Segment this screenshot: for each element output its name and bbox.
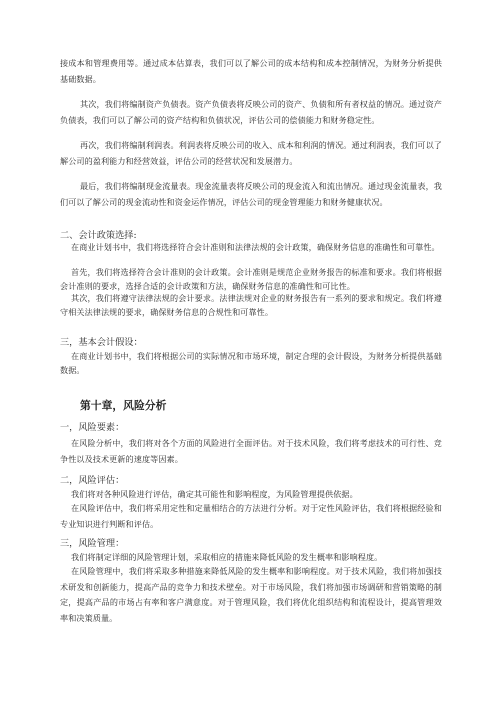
paragraph-cash-flow: 最后，我们将编制现金流量表。现金流量表将反映公司的现金流入和流出情况。通过现金流量表，我们可以了解公司的现金流动性和资金运作情况，评估公司的现金管理能力和财务健康状况。 bbox=[60, 181, 442, 207]
paragraph-risk-management-measures: 在风险管理中，我们将采取多种措施来降低风险的发生概率和影响程度。对于技术风险，我们将加强技术研发和创新能力，提高产品的竞争力和技术壁垒。对于市场风险，我们将加强市场调研和营销策略的制定，提高产品的市场占有率和客户满意度。对于管理风险，我们将优化组织结构和流程设计，提高管理效率和决策质量。 bbox=[60, 566, 442, 623]
paragraph-accounting-policy-intro: 在商业计划书中，我们将选择符合会计准则和法律法规的会计政策，确保财务信息的准确性和可靠性。 bbox=[71, 242, 440, 252]
paragraph-risk-assessment-intro: 我们将对各种风险进行评估，确定其可能性和影响程度，为风险管理提供依据。 bbox=[71, 489, 358, 499]
section-heading-assumptions: 三，基本会计假设： bbox=[60, 337, 143, 348]
section-heading-risk-elements: 一，风险要素： bbox=[60, 422, 125, 433]
section-heading-risk-management: 三，风险管理： bbox=[60, 538, 125, 549]
paragraph-cost-estimate: 接成本和管理费用等。通过成本估算表，我们可以了解公司的成本结构和成本控制情况，为财务分析提供基础数据。 bbox=[60, 58, 442, 84]
paragraph-legal-requirements: 其次，我们将遵守法律法规的会计要求。法律法规对企业的财务报告有一系列的要求和规定。我们将遵守相关法律法规的要求，确保财务信息的合规性和可靠性。 bbox=[60, 293, 442, 317]
paragraph-risk-elements: 在风险分析中，我们将对各个方面的风险进行全面评估。对于技术风险，我们将考虑技术的可行性、竞争性以及技术更新的速度等因素。 bbox=[60, 438, 442, 464]
paragraph-balance-sheet: 其次，我们将编制资产负债表。资产负债表将反映公司的资产、负债和所有者权益的情况。通过资产负债表，我们可以了解公司的资产结构和负债状况，评估公司的偿债能力和财务稳定性。 bbox=[60, 99, 442, 125]
section-heading-accounting-policy: 二、会计政策选择: bbox=[60, 230, 137, 241]
paragraph-risk-management-plan: 我们将制定详细的风险管理计划，采取相应的措施来降低风险的发生概率和影响程度。 bbox=[71, 552, 383, 562]
paragraph-risk-assessment-method: 在风险评估中，我们将采用定性和定量相结合的方法进行分析。对于定性风险评估，我们将根据经验和专业知识进行判断和评估。 bbox=[60, 503, 442, 529]
section-heading-risk-assessment: 二，风险评估： bbox=[60, 475, 125, 486]
paragraph-income-statement: 再次，我们将编制利润表。利润表将反映公司的收入、成本和利润的情况。通过利润表，我们可以了解公司的盈利能力和经营效益，评估公司的经营状况和发展潜力。 bbox=[60, 140, 442, 166]
chapter-title: 第十章，风险分析 bbox=[80, 399, 167, 412]
paragraph-accounting-standards: 首先，我们将选择符合会计准则的会计政策。会计准则是规范企业财务报告的标准和要求。我们将根据会计准则的要求，选择合适的会计政策和方法，确保财务信息的准确性和可比性。 bbox=[60, 267, 442, 291]
paragraph-assumptions: 在商业计划书中，我们将根据公司的实际情况和市场环境，制定合理的会计假设，为财务分析提供基础数据。 bbox=[60, 351, 442, 375]
